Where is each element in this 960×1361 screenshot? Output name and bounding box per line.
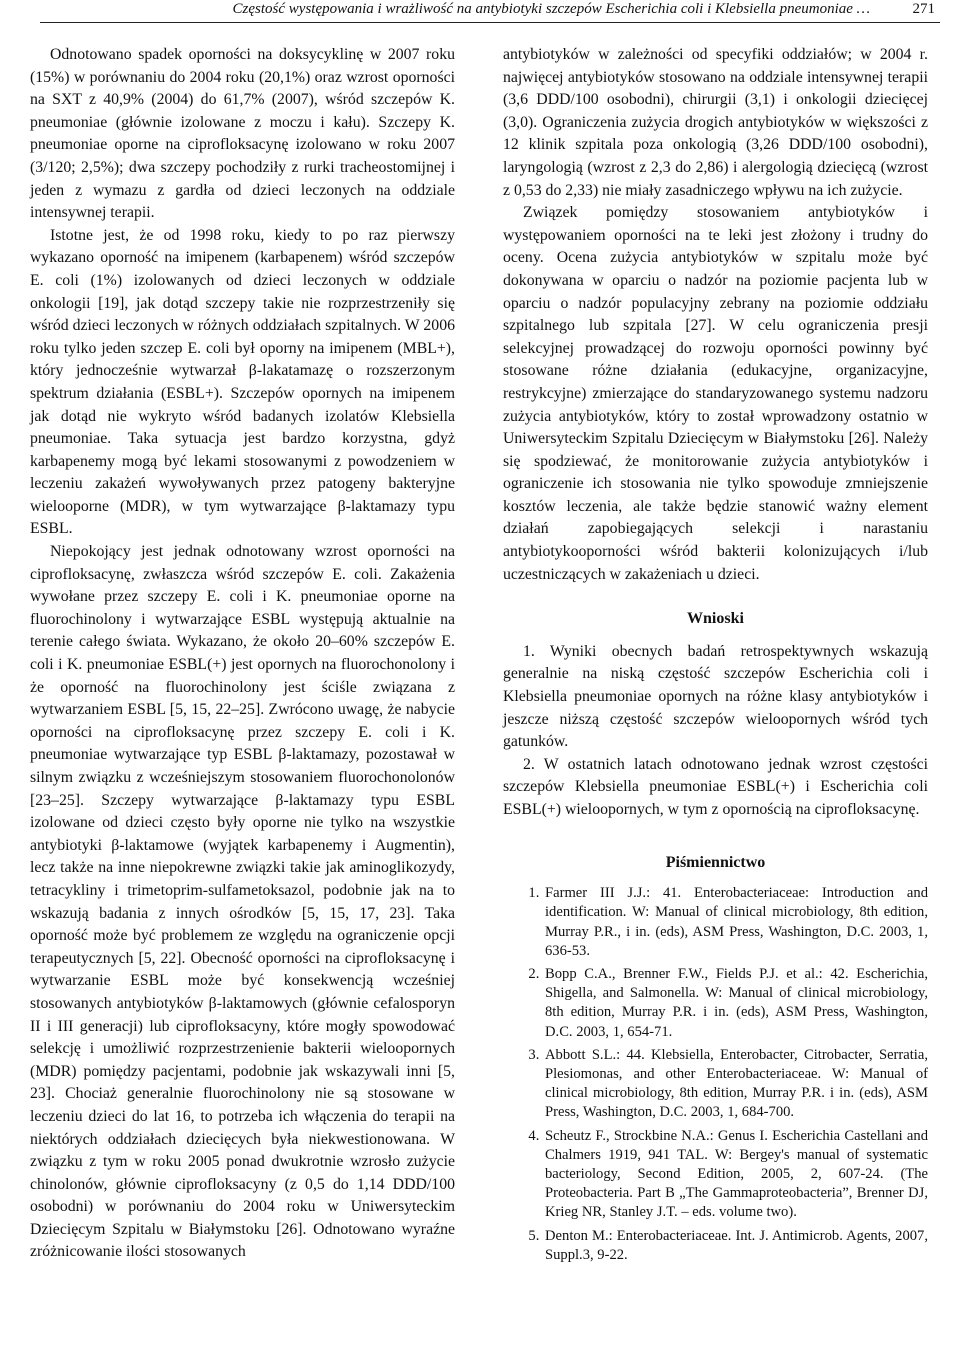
paragraph: Istotne jest, że od 1998 roku, kiedy to po raz pierwszy wykazano oporność na imipenem (karbapenem) wśród szczepów E. coli (1%) izolowanych od dzieci leczonych w oddziale onkologii [19], jak dotąd szczepy takie nie rozprzestrzeniły się wśród dzieci leczonych w różnych oddziałach szpitalnych. W 2006 roku tylko jeden szczep E. coli był oporny na imipenem (MBL+), który jednocześnie wytwarzał β-lakatamazę o rozszerzonym spektrum działania (ESBL+). Szczepów opornych na imipenem jak dotąd nie wykryto wśród badanych izolatów Klebsiella pneumoniae. Taka sytuacja jest bardzo korzystna, gdyż karbapenemy mogą być lekami stosowanymi z powodzeniem w leczeniu zakażeń wywoływanych przez patogeny bakteryjne wielooporne (MDR), w tym wytwarzające β-laktamazy typu ESBL. <box>30 226 455 538</box>
reference-item: 4. Scheutz F., Strockbine N.A.: Genus I. Escherichia Castellani and Chalmers 1919, 941 TAL. W: Bergey's manual of systematic bacteriology, Second Edition, 2005, 2, 607-24. (The Proteobacteria. Part B „The Gammaproteobacteria”, Brenner DJ, Krieg NR, Stanley J.T. – eds. volume two). <box>543 1127 928 1223</box>
references-heading: Piśmiennictwo <box>665 853 766 871</box>
reference-item: 3. Abbott S.L.: 44. Klebsiella, Enterobacter, Citrobacter, Serratia, Plesiomonas, and other Enterobacteriaceae. W: Manual of clinical microbiology, 8th edition, Murray P.R. i in. (eds), ASM Press, Washington, D.C. 2003, 1, 684-700. <box>543 1046 928 1123</box>
reference-item: 5. Denton M.: Enterobacteriaceae. Int. J. Antimicrob. Agents, 2007, Suppl.3, 9-22. <box>543 1227 928 1265</box>
right-column <box>503 44 928 1269</box>
conclusion-item: 2. W ostatnich latach odnotowano jednak wzrost częstości szczepów Klebsiella pneumoniae ESBL(+) i Escherichia coli ESBL(+) wieloopornych, w tym z opornością na ciprofloksacynę. <box>503 755 928 818</box>
reference-item: 2. Bopp C.A., Brenner F.W., Fields P.J. et al.: 42. Escherichia, Shigella, and Salmonella. W: Manual of clinical microbiology, 8th edition, Murray P.R. i in. (eds), ASM Press, Washington, D.C. 2003, 1, 654-71. <box>543 965 928 1042</box>
reference-list <box>503 884 928 1265</box>
paragraph: Niepokojący jest jednak odnotowany wzrost oporności na ciprofloksacynę, zwłaszcza wśród szczepów E. coli. Zakażenia wywołane przez szczepy E. coli i K. pneumoniae oporne na fluorochinolony i wytwarzające ESBL występują aktualnie na terenie całego świata. Wykazano, że około 20–60% szczepów E. coli i K. pneumoniae ESBL(+) jest opornych na fluorochonolony i że oporność na fluorochinolony jest ściśle związana z wytwarzaniem ESBL [5, 15, 22–25]. Zwrócono uwagę, że nabycie oporności na ciprofloksacynę przez szczepy E. coli i K. pneumoniae wytwarzające typ ESBL β-laktamazy, pozostawał w silnym związku z wcześniejszym stosowaniem fluorochonolonów [23–25]. Szczepy wytwarzające β-laktamazy typu ESBL izolowane od dzieci często były oporne nie tylko na wszystkie antybiotyki β-laktamowe (wyjątek karbapenemy i Augmentin), lecz także na inne niepokrewne związki takie jak aminoglikozydy, tetracykliny i trimetoprim-sulfametoksazol, podobnie jak na to wskazują badania z innych ośrodków [5, 15, 17, 23]. Taka oporność może być problemem ze względu na ograniczenie opcji terapeutycznych [5, 22]. Obecność oporności na ciprofloksacynę i wytwarzanie ESBL może być konsekwencją wcześniej stosowanych antybiotyków β-laktamowych (głównie cefalosporyn II i III generacji) lub ciprofloksacyny, które mogły spowodować selekcję i umożliwić rozprzestrzenienie bakterii wieloopornych (MDR) pomiędzy pacjentami, podobnie jak wskazywali inni [5, 23]. Chociaż generalnie fluorochinolony nie są stosowane w leczeniu dzieci do lat 16, to potrzeba ich włączenia do terapii na niektórych oddziałach dziecięcych była niekwestionowana. W związku z tym w roku 2005 ponad dwukrotnie wzrosło zużycie chinolonów, głównie ciprofloksacyny (z 0,5 do 1,14 DDD/100 osobodni) w porównaniu do 2004 roku w Uniwersyteckim Dziecięcym Szpitalu w Białymstoku [26]. Odnotowano wyraźne zróżnicowanie ilości stosowanych <box>30 543 455 1261</box>
running-title: Częstość występowania i wrażliwość na antybiotyki szczepów Escherichia coli i Klebsiella pneumoniae … <box>232 1 870 17</box>
paragraph: Odnotowano spadek oporności na doksycyklinę w 2007 roku (15%) w porównaniu do 2004 roku (20,1%) oraz wzrost oporności na SXT z 40,9% (2004) do 61,7% (2007), wśród szczepów K. pneumoniae (głównie izolowane z moczu i kału). Szczepy K. pneumoniae oporne na ciprofloksacynę izolowano w roku 2007 (3/120; 2,5%); dwa szczepy pochodziły z rurki tracheostomijnej i jeden z wymazu z gardła od dzieci leczonych na oddziale intensywnej terapii. <box>30 46 455 222</box>
conclusions-heading: Wnioski <box>687 610 744 628</box>
paragraph: Związek pomiędzy stosowaniem antybiotyków i występowaniem oporności na te leki jest złożony i trudny do oceny. Ocena zużycia antybiotyków w szpitalu może być dokonywana w oparciu o nadzór na poziomie pacjenta lub w oparciu o nadzór populacyjny zebrany na poziomie oddziału szpitalnego lub szpitala [27]. W celu ograniczenia presji selekcyjnej prowadzącej do rozwoju oporności powinny być stosowane różne działania (edukacyjne, organizacyjne, restrykcyjne) zmierzające do standaryzowanego systemu nadzoru zużycia antybiotyków, który to został wprowadzony ostatnio w Uniwersyteckim Szpitalu Dziecięcym w Białymstoku [26]. Należy się spodziewać, że monitorowanie zużycia antybiotyków i ograniczenie ich stosowania nie tylko spowoduje zmniejszenie kosztów leczenia, ale także będzie stanowić ważny element działań zapobiegających selekcji i narastaniu antybiotykooporności wśród bakterii kolonizujących i/lub uczestniczących w zakażeniach u dzieci. <box>503 204 928 583</box>
reference-item: 1. Farmer III J.J.: 41. Enterobacteriaceae: Introduction and identification. W: Manual of clinical microbiology, 8th edition, Murray P.R., i in. (eds), ASM Press, Washington, D.C. 2003, 1, 636-53. <box>543 884 928 961</box>
left-column <box>30 44 455 1264</box>
paragraph: antybiotyków w zależności od specyfiki oddziałów; w 2004 r. najwięcej antybiotyków stosowano na oddziale intensywnej terapii (3,6 DDD/100 osobodni), chirurgii (3,1) i onkologii dziecięcej (3,0). Ograniczenia zużycia drogich antybiotyków w większości z 12 klinik szpitala poza onkologią (3,26 DDD/100 osobodni), laryngologią (wzrost z 2,3 do 2,86) i alergologią dziecięcą (wzrost z 0,53 do 2,33) nie miały zasadniczego wpływu na ich zużycie. <box>503 46 928 199</box>
running-header <box>40 0 940 23</box>
conclusion-item: 1. Wyniki obecnych badań retrospektywnych wskazują generalnie na niską częstość szczepów Escherichia coli i Klebsiella pneumoniae opornych na różne klasy antybiotyków i jeszcze niższą częstość szczepów wieloopornych wśród tych gatunków. <box>503 642 928 751</box>
page-number: 271 <box>912 1 935 17</box>
